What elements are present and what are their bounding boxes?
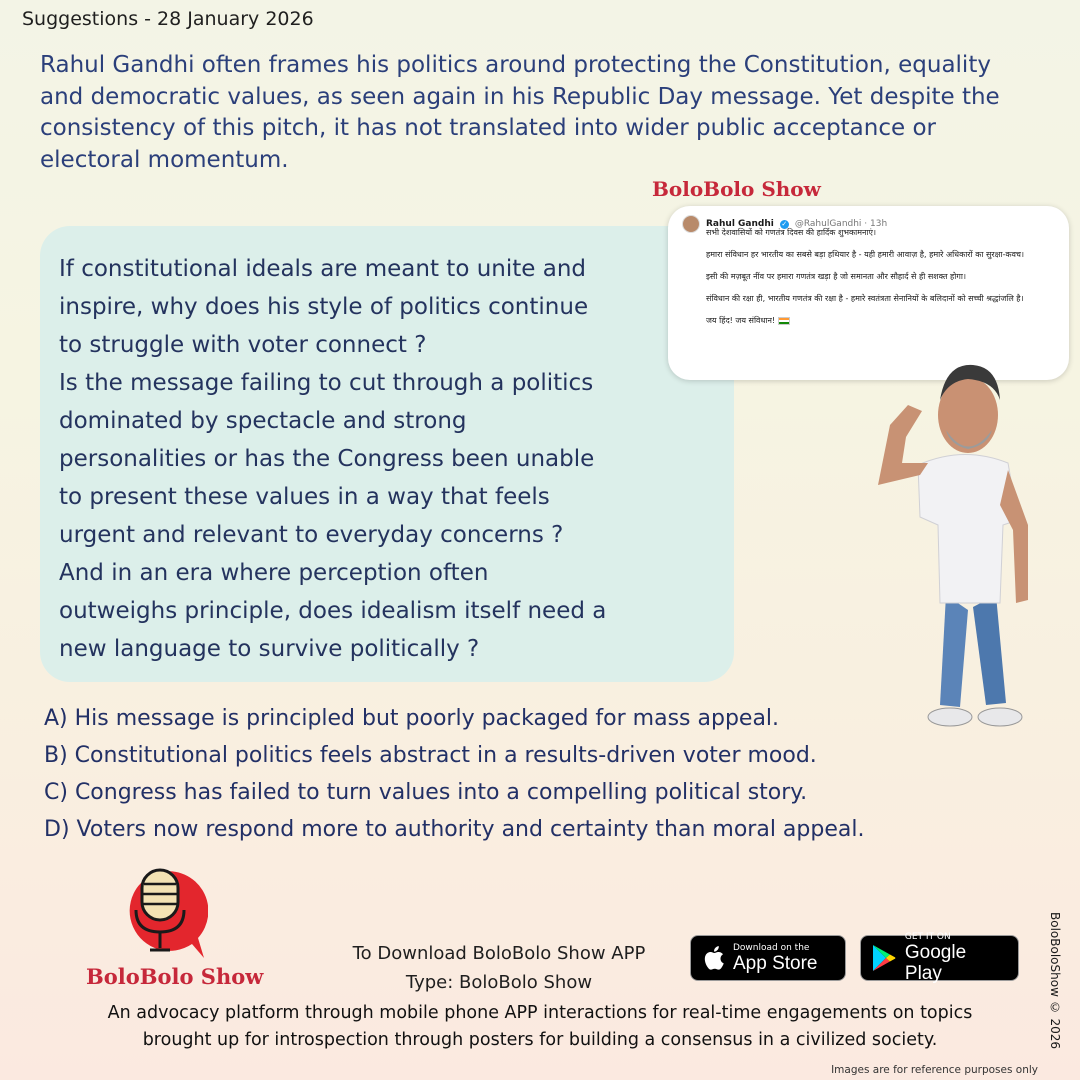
question-line: Is the message failing to cut through a politics [59, 370, 594, 396]
intro-paragraph: Rahul Gandhi often frames his politics around protecting the Constitution, equality and democratic values, as seen again in his Republic Day message. Yet despite the consistency of this pitch, it has not translated into wider public acceptance or electoral momentum. [40, 52, 1000, 173]
question-line: new language to survive politically ? [59, 636, 480, 662]
tweet-body [706, 227, 1055, 327]
footer-description [20, 1000, 1060, 1054]
option-b[interactable]: B) Constitutional politics feels abstract in a results-driven voter mood. [44, 743, 817, 768]
google-play-small-text: GET IT ON [904, 932, 951, 942]
option-c[interactable]: C) Congress has failed to turn values into a compelling political story. [44, 780, 808, 805]
page-header: Suggestions - 28 January 2026 [22, 8, 314, 30]
app-store-small-text: Download on the [733, 942, 810, 953]
microphone-logo-icon [112, 866, 208, 962]
tweet-signoff: जय हिंद! जय संविधान! [706, 316, 776, 325]
tweet-paragraph: संविधान की रक्षा ही, भारतीय गणतंत्र की रक्षा है - हमारे स्वतंत्रता सेनानियों के बलिदानों को सच्ची श्रद्धांजलि है। [706, 294, 1024, 303]
tweet-handle: @RahulGandhi · 13h [794, 219, 888, 229]
apple-icon [701, 944, 725, 972]
tweet-paragraph: इसी की मज़बूत नींव पर हमारा गणतंत्र खड़ा है जो समानता और सौहार्द से ही सशक्त होगा। [706, 272, 966, 281]
answer-options [44, 700, 1044, 848]
app-store-button[interactable] [690, 935, 846, 981]
tweet-avatar [682, 215, 700, 233]
tweet-paragraph [706, 315, 1055, 327]
option-a[interactable]: A) His message is principled but poorly packaged for mass appeal. [44, 706, 780, 731]
question-box [40, 226, 734, 682]
tweet-paragraph: सभी देशवासियों को गणतंत्र दिवस की हार्दिक शुभकामनाएं। [706, 228, 876, 237]
disclaimer-text: Images are for reference purposes only [831, 1064, 1038, 1076]
footer-line: An advocacy platform through mobile phone APP interactions for real-time engagements on topics [107, 1003, 973, 1023]
download-type-line: Type: BoloBolo Show [405, 972, 593, 993]
option-d[interactable]: D) Voters now respond more to authority and certainty than moral appeal. [44, 817, 865, 842]
question-line: dominated by spectacle and strong [59, 408, 467, 434]
tweet-author: Rahul Gandhi [706, 219, 774, 229]
app-store-label: App Store [733, 952, 818, 974]
question-line: personalities or has the Congress been unable [59, 446, 595, 472]
footer-line: brought up for introspection through posters for building a consensus in a civilized society. [142, 1030, 938, 1050]
download-line: To Download BoloBolo Show APP [352, 943, 646, 964]
question-line: And in an era where perception often [59, 560, 489, 586]
india-flag-icon [778, 317, 790, 325]
brand-logo-top: BoloBolo Show [652, 177, 821, 201]
question-line: to present these values in a way that feels [59, 484, 550, 510]
saluting-figure-illustration [868, 345, 1063, 740]
tweet-paragraph: हमारा संविधान हर भारतीय का सबसे बड़ा हथियार है - यही हमारी आवाज़ है, हमारे अधिकारों का सुरक्षा-कवच। [706, 250, 1025, 259]
google-play-button[interactable] [860, 932, 1019, 984]
question-line: to struggle with voter connect ? [59, 332, 427, 358]
question-line: outweighs principle, does idealism itself need a [59, 598, 607, 624]
google-play-icon [871, 944, 897, 972]
question-line: If constitutional ideals are meant to unite and [59, 256, 587, 282]
google-play-label: Google Play [904, 942, 967, 984]
verified-icon: ✓ [781, 219, 788, 228]
download-instructions [320, 939, 678, 997]
question-line: urgent and relevant to everyday concerns ? [59, 522, 564, 548]
brand-logo-bottom: BoloBolo Show [86, 964, 264, 989]
question-line: inspire, why does his style of politics continue [59, 294, 589, 320]
copyright-text: BoloBoloShow © 2026 [1048, 912, 1062, 1050]
